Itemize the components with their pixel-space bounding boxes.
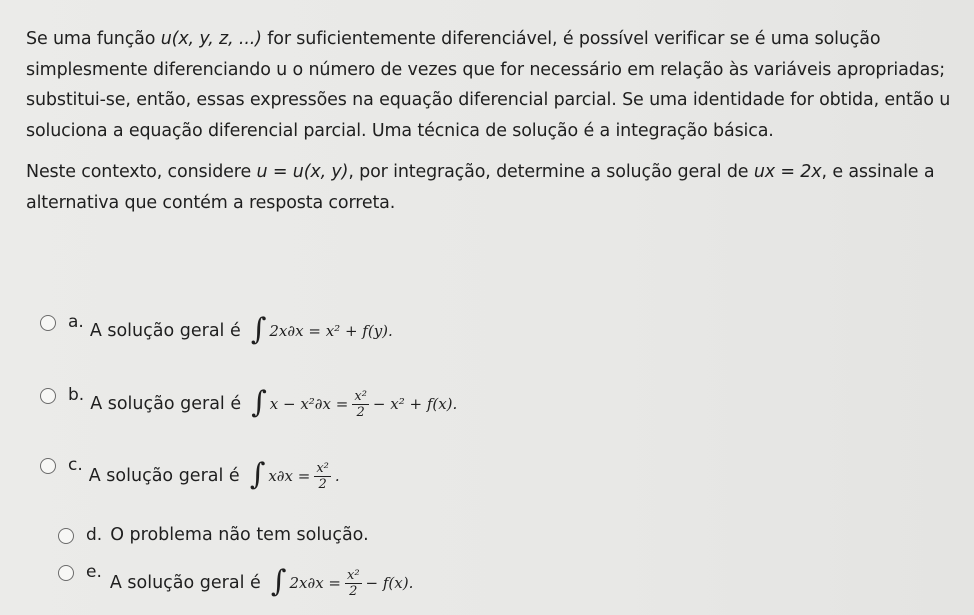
formula-text: 2x∂x = x² + f(y). bbox=[269, 322, 393, 340]
option-c[interactable] bbox=[40, 455, 340, 491]
fraction bbox=[314, 462, 331, 491]
fraction bbox=[345, 569, 362, 598]
question-text-part: , por integração, determine a solução geral de bbox=[348, 162, 754, 183]
radio-button-a[interactable] bbox=[40, 315, 56, 331]
fraction-denominator: 2 bbox=[318, 476, 327, 492]
option-body bbox=[88, 457, 340, 492]
option-body bbox=[89, 312, 393, 347]
integral-symbol: ∫ bbox=[250, 312, 267, 347]
option-formula bbox=[249, 457, 340, 492]
option-body bbox=[90, 385, 458, 420]
equation-notation: ux = 2x bbox=[753, 162, 822, 183]
option-b[interactable] bbox=[40, 385, 457, 419]
option-letter: e. bbox=[86, 562, 102, 582]
integral-symbol: ∫ bbox=[249, 457, 266, 492]
option-label[interactable]: A solução geral é bbox=[109, 573, 261, 593]
question-text-part: for suficientemente diferenciável, é possível verificar se é uma solução simplesmente diferenciando u o número de vezes que for necessário em relação às variáveis apropriadas; substitui-se, então, essas expressões na equação diferencial parcial. Se uma identidade for obtida, então u soluciona a equação diferencial parcial. Uma técnica de solução é a integração básica. bbox=[26, 29, 951, 141]
option-letter: c. bbox=[68, 455, 83, 475]
fraction-denominator: 2 bbox=[349, 583, 358, 599]
function-notation: u(x, y, z, ...) bbox=[160, 29, 262, 49]
option-e[interactable] bbox=[58, 562, 413, 598]
formula-text: − x² + f(x). bbox=[372, 395, 458, 413]
function-notation: u = u(x, y) bbox=[256, 162, 349, 183]
option-formula bbox=[250, 312, 393, 347]
question-text bbox=[26, 24, 956, 219]
question-paragraph-1 bbox=[26, 24, 956, 146]
option-formula bbox=[251, 385, 458, 420]
radio-button-e[interactable] bbox=[58, 565, 74, 581]
radio-button-c[interactable] bbox=[40, 458, 56, 474]
question-paragraph-2 bbox=[26, 157, 956, 218]
fraction-numerator: x² bbox=[316, 460, 329, 476]
formula-text: . bbox=[334, 467, 340, 485]
formula-text: x∂x = bbox=[268, 467, 311, 485]
formula-text: 2x∂x = bbox=[289, 574, 341, 592]
fraction bbox=[352, 390, 369, 419]
option-letter: a. bbox=[68, 312, 84, 332]
radio-button-b[interactable] bbox=[40, 388, 56, 404]
fraction-denominator: 2 bbox=[356, 404, 365, 420]
option-label[interactable]: A solução geral é bbox=[88, 466, 240, 486]
option-letter: d. bbox=[86, 525, 103, 545]
question-text-part: Se uma função bbox=[26, 29, 161, 49]
integral-symbol: ∫ bbox=[251, 385, 267, 420]
option-formula bbox=[270, 564, 414, 599]
formula-text: − f(x). bbox=[365, 574, 414, 592]
option-label[interactable]: O problema não tem solução. bbox=[110, 525, 369, 545]
option-a[interactable] bbox=[40, 312, 393, 346]
option-body bbox=[109, 564, 414, 599]
question-text-part: Neste contexto, considere bbox=[26, 162, 257, 183]
option-label[interactable]: A solução geral é bbox=[90, 394, 242, 414]
formula-text: x − x²∂x = bbox=[269, 395, 349, 413]
option-d[interactable] bbox=[58, 525, 369, 545]
option-letter: b. bbox=[68, 385, 85, 405]
fraction-numerator: x² bbox=[354, 388, 367, 404]
radio-button-d[interactable] bbox=[58, 528, 74, 544]
option-label[interactable]: A solução geral é bbox=[89, 321, 241, 341]
question-text-part: , e assinale a alternativa que contém a resposta correta. bbox=[26, 162, 935, 213]
integral-symbol: ∫ bbox=[270, 564, 287, 599]
fraction-numerator: x² bbox=[347, 567, 360, 583]
